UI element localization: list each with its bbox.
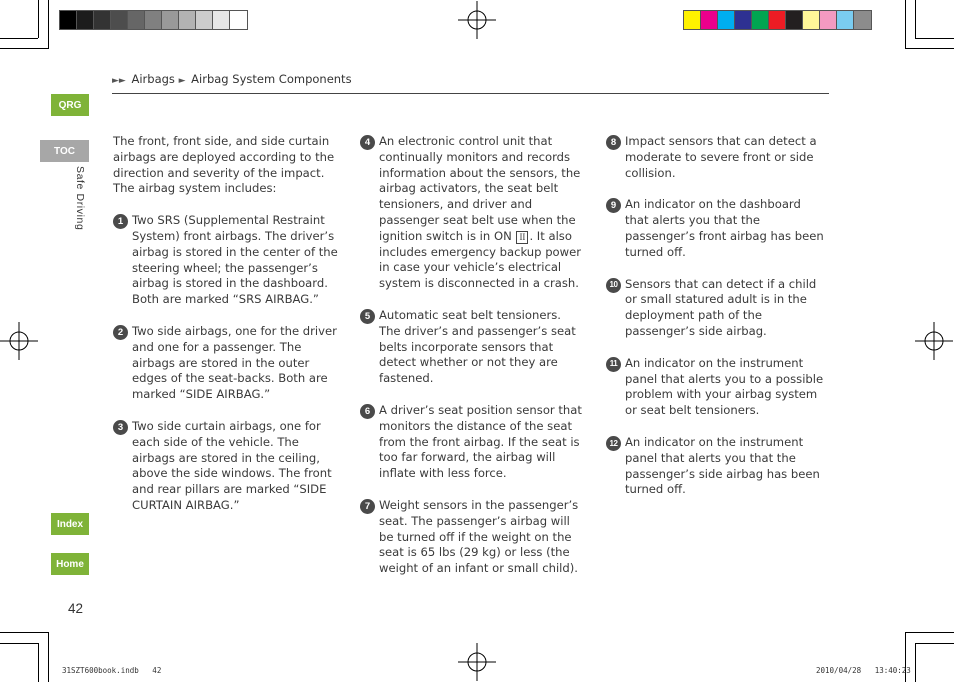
swatch (718, 11, 735, 29)
list-item (113, 213, 338, 308)
number-badge: 5 (360, 309, 375, 324)
item-text: Impact sensors that can detect a moderate to severe front or side collision. (625, 134, 817, 180)
qrg-button[interactable]: QRG (51, 94, 89, 116)
swatch (162, 11, 179, 29)
list-item (113, 419, 338, 514)
header-divider (112, 93, 829, 94)
crop-mark (905, 632, 954, 633)
swatch (837, 11, 854, 29)
list-item (606, 435, 826, 498)
index-button[interactable]: Index (51, 513, 89, 535)
registration-mark-icon (458, 1, 496, 39)
breadcrumb-arrow-icon: ►► (112, 76, 126, 86)
list-item (360, 403, 586, 482)
list-item (606, 277, 826, 340)
breadcrumb (112, 72, 352, 86)
item-text: Sensors that can detect if a child or small statured adult is in the deployment path of the passenger’s side airbag. (625, 276, 817, 338)
swatch (803, 11, 820, 29)
page-number: 42 (68, 601, 84, 616)
number-badge: 12 (606, 436, 621, 451)
item-text: An electronic control unit that continually monitors and records information about the sensors, the airbag activators, the seat belt tensioners, and driver and passenger seat belt use when the ignition switch is in ON (379, 134, 581, 243)
number-badge: 7 (360, 499, 375, 514)
swatch (111, 11, 128, 29)
swatch (769, 11, 786, 29)
item-text: An indicator on the instrument panel that alerts you to a possible problem with your airbag system or seat belt tensioners. (625, 355, 824, 418)
intro-paragraph: The front, front side, and side curtain airbags are deployed according to the direction and severity of the impact. The airbag system includes: (113, 134, 335, 196)
footer-file-info: 31SZT600book.indb 42 (62, 666, 162, 675)
crop-mark (38, 643, 39, 682)
number-badge: 10 (606, 278, 621, 293)
registration-mark-icon (915, 322, 953, 360)
crop-mark (0, 38, 38, 39)
swatch (752, 11, 769, 29)
color-swatches (683, 10, 872, 30)
breadcrumb-arrow-icon: ► (178, 76, 186, 86)
crop-mark (48, 0, 49, 49)
text-column-1 (113, 134, 338, 530)
swatch (854, 11, 871, 29)
swatch (786, 11, 803, 29)
swatch (196, 11, 213, 29)
swatch (60, 11, 77, 29)
crop-mark (915, 643, 916, 682)
item-text: An indicator on the instrument panel that alerts you that the passenger’s side airbag has been turned off. (625, 434, 820, 497)
crop-mark (0, 48, 49, 49)
swatch (94, 11, 111, 29)
section-label: Safe Driving (74, 166, 86, 231)
swatch (213, 11, 230, 29)
toc-button[interactable]: TOC (40, 140, 89, 162)
number-badge: 2 (113, 325, 128, 340)
swatch (684, 11, 701, 29)
number-badge: 3 (113, 420, 128, 435)
item-text: Weight sensors in the passenger’s seat. The passenger’s airbag will be turned off if the weight on the seat is 65 lbs (29 kg) or less (the weight of an infant or small child). (379, 497, 579, 576)
number-badge: 6 (360, 404, 375, 419)
ignition-position-box: II (516, 231, 528, 244)
item-text-cont: . It also includes emergency backup power in case your vehicle’s electrical system is disconnected in a crash. (379, 228, 582, 291)
number-badge: 9 (606, 198, 621, 213)
swatch (128, 11, 145, 29)
crop-mark (915, 0, 916, 38)
crop-mark (48, 632, 49, 682)
crop-mark (915, 643, 954, 644)
list-item (360, 498, 586, 577)
breadcrumb-item-airbags[interactable]: Airbags (131, 72, 175, 86)
item-text: Two side airbags, one for the driver and one for a passenger. The airbags are stored in the outer edges of the seat-backs. Both are marked “SIDE AIRBAG.” (132, 323, 337, 402)
item-text: Automatic seat belt tensioners. The driver’s and passenger’s seat belts incorporate sensors that detect whether or not they are fastened. (379, 307, 576, 386)
number-badge: 1 (113, 214, 128, 229)
breadcrumb-item-current: Airbag System Components (191, 72, 352, 86)
text-column-2 (360, 134, 586, 593)
number-badge: 4 (360, 135, 375, 150)
item-text: A driver’s seat position sensor that monitors the distance of the seat from the front airbag. If the seat is too far forward, the airbag will inflate with less force. (379, 402, 582, 481)
crop-mark (915, 38, 954, 39)
swatch (77, 11, 94, 29)
registration-mark-icon (0, 322, 38, 360)
item-text: Two side curtain airbags, one for each side of the vehicle. The airbags are stored in the ceiling, above the side windows. The front and rear pillars are marked “SIDE CURTAIN AIRBAG.” (132, 418, 332, 512)
grayscale-swatches (59, 10, 248, 30)
swatch (701, 11, 718, 29)
crop-mark (38, 0, 39, 38)
list-item (360, 134, 586, 292)
number-badge: 8 (606, 135, 621, 150)
swatch (145, 11, 162, 29)
swatch (820, 11, 837, 29)
swatch (179, 11, 196, 29)
list-item (606, 134, 826, 181)
item-text: Two SRS (Supplemental Restraint System) front airbags. The driver’s airbag is stored in the center of the steering wheel; the passenger’s airbag is stored in the dashboard. Both are marked “SRS AIRBAG.” (132, 213, 338, 307)
list-item (113, 324, 338, 403)
number-badge: 11 (606, 357, 621, 372)
swatch (735, 11, 752, 29)
item-text: An indicator on the dashboard that alerts you that the passenger’s front airbag has been turned off. (625, 197, 824, 259)
swatch (230, 11, 247, 29)
registration-mark-icon (458, 643, 496, 681)
text-column-3 (606, 134, 826, 514)
list-item (606, 356, 826, 419)
crop-mark (905, 48, 954, 49)
crop-mark (0, 643, 38, 644)
crop-mark (0, 632, 49, 633)
list-item (606, 197, 826, 260)
home-button[interactable]: Home (51, 553, 89, 575)
list-item (360, 308, 586, 387)
footer-timestamp: 2010/04/28 13:40:23 (816, 666, 911, 675)
crop-mark (905, 0, 906, 49)
